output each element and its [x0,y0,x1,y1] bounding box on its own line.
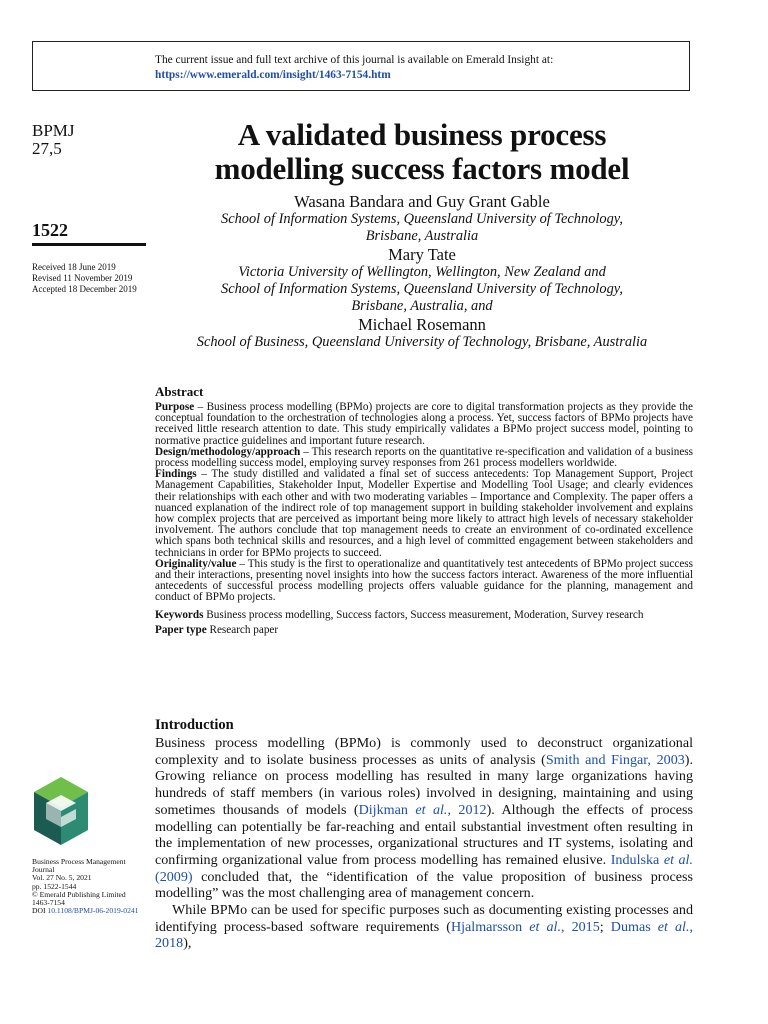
affiliation-2-line-3: Brisbane, Australia, and [351,298,493,314]
introduction-section [155,716,693,952]
abstract-originality [155,559,693,604]
paper-type-label: Paper type [155,623,207,636]
findings-label: Findings [155,468,197,481]
journal-abbr: BPMJ [32,121,75,140]
revised-date: Revised 11 November 2019 [32,273,133,283]
notice-text: The current issue and full text archive of this journal is available on Emerald Insight at: [155,54,554,66]
intro-paragraph-2 [155,902,693,952]
paper-type-text: Research paper [206,623,279,636]
affiliation-1-line-2: Brisbane, Australia [365,228,479,244]
journal-logo-icon [30,775,92,847]
journal-volume: 27,5 [32,139,62,158]
affiliation-1-line-1: School of Information Systems, Queensland University of Technology, [221,211,623,227]
citation-link[interactable]: Smith and Fingar, 2003 [545,751,685,768]
article-dates [32,262,137,295]
introduction-heading: Introduction [155,717,234,733]
doi [32,907,142,915]
purpose-text: – Business process modelling (BPMo) projects are core to digital transformation projects as they provide the conceptual foundation to the orchestration of technologies along a process. Yet, success factors of BPMo projects have received little research attention to date. This study empirically validates a BPMo project success model, pointing to normative practice guidelines and important future research. [155,401,693,447]
received-date: Received 18 June 2019 [32,262,116,272]
author-names-2: Mary Tate [388,245,456,264]
intro-text: Business process modelling (BPMo) is commonly used to deconstruct organizational complexity and to isolate business processes as units of analysis ( [155,735,693,768]
citation-link[interactable]: Dumas et al., 2018 [155,918,694,952]
article-title [152,118,692,186]
abstract-section [155,384,693,638]
affiliation-2-line-1: Victoria University of Wellington, Wellington, New Zealand and [238,264,606,280]
findings-text: – The study distilled and validated a final set of success antecedents: Top Management Support, Project Management Capabilities, Stakeholder Input, Modeller Expertise and Modelling Tool Usage; and clearly evidences their relationships with each other and with two moderating variables – Importance and Complexity. The paper offers a nuanced explanation of the indirect role of top management support in building stakeholder involvement and explains how complex projects that are perceived as important being more likely to attract high levels of necessary stakeholder involvement. The authors conclude that top management needs to create an environment of co-ordinated excellence which spans both technical skills and resources, and a high level of committed engagement between stakeholders and technicians in order for BPMo projects to succeed. [155,468,693,559]
journal-pages: pp. 1522-1544 [32,881,77,891]
issn: 1463-7154 [32,898,65,908]
citation-separator: ; [599,918,611,935]
sidebar-rule [32,243,146,246]
copyright: © Emerald Publishing Limited [32,889,126,899]
journal-citation [32,122,75,158]
intro-text: While BPMo can be used for specific purposes such as documenting existing processes and identifying process-based software requirements ( [155,902,693,935]
abstract-heading: Abstract [155,384,204,399]
abstract-findings [155,469,693,559]
intro-text: concluded that, the “identification of the value proposition of business process modelling” was the most challenging area of management concern. [155,868,693,902]
affiliation-3: School of Business, Queensland University of Technology, Brisbane, Australia [196,334,648,350]
journal-vol: Vol. 27 No. 5, 2021 [32,873,92,883]
page-number: 1522 [32,220,68,240]
doi-label: DOI [32,906,46,916]
journal-info [32,858,142,915]
journal-url-link[interactable]: https://www.emerald.com/insight/1463-7154.htm [155,69,391,81]
doi-link[interactable]: 10.1108/BPMJ-06-2019-0241 [47,906,139,916]
design-text: – This research reports on the quantitative re-specification and validation of a business process modelling success model, employing survey responses from 261 process modellers worldwide. [155,445,693,470]
title-line-1: A validated business process [237,117,607,152]
journal-archive-notice [32,41,690,91]
author-block [152,192,692,351]
author-names-1: Wasana Bandara and Guy Grant Gable [294,192,550,211]
title-line-2: modelling success factors model [214,151,630,186]
intro-paragraph-1 [155,735,693,902]
citation-link[interactable]: Hjalmarsson et al., 2015 [450,918,600,935]
originality-label: Originality/value [155,557,237,570]
abstract-purpose [155,402,693,447]
affiliation-2-line-2: School of Information Systems, Queensland University of Technology, [221,281,623,297]
citation-link[interactable]: Dijkman et al., 2012 [358,801,487,818]
intro-text: ). Growing reliance on process modelling has resulted in many large organizations having hundreds of staff members (in various roles) involved in designing, maintaining and using sometimes thousands of models ( [155,751,694,818]
keywords-text: Business process modelling, Success factors, Success measurement, Moderation, Survey research [203,608,644,621]
intro-text: ), [183,935,192,952]
design-label: Design/methodology/approach [155,445,301,458]
author-names-3: Michael Rosemann [358,315,486,334]
keywords-label: Keywords [155,608,204,621]
intro-text: ). Although the effects of process modelling can potentially be far-reaching and entail substantial investment often resulting in the implementation of new processes, organizational structures and IT systems, isolating and confirming organizational value from process modelling has remained elusive. [155,801,693,868]
originality-text: – This study is the first to operationalize and quantitatively test antecedents of BPMo project success and their interactions, presenting novel insights into how the success factors interact. Awareness of the more influential antecedents of successful process modelling projects offers valuable guidance for the planning, management and conduct of BPMo projects. [155,557,693,604]
purpose-label: Purpose [155,401,195,413]
accepted-date: Accepted 18 December 2019 [32,284,137,294]
keywords [155,608,693,638]
citation-link[interactable]: Indulska et al. (2009) [155,851,693,885]
abstract-design [155,447,693,469]
journal-full-name: Business Process Management Journal [32,857,126,875]
